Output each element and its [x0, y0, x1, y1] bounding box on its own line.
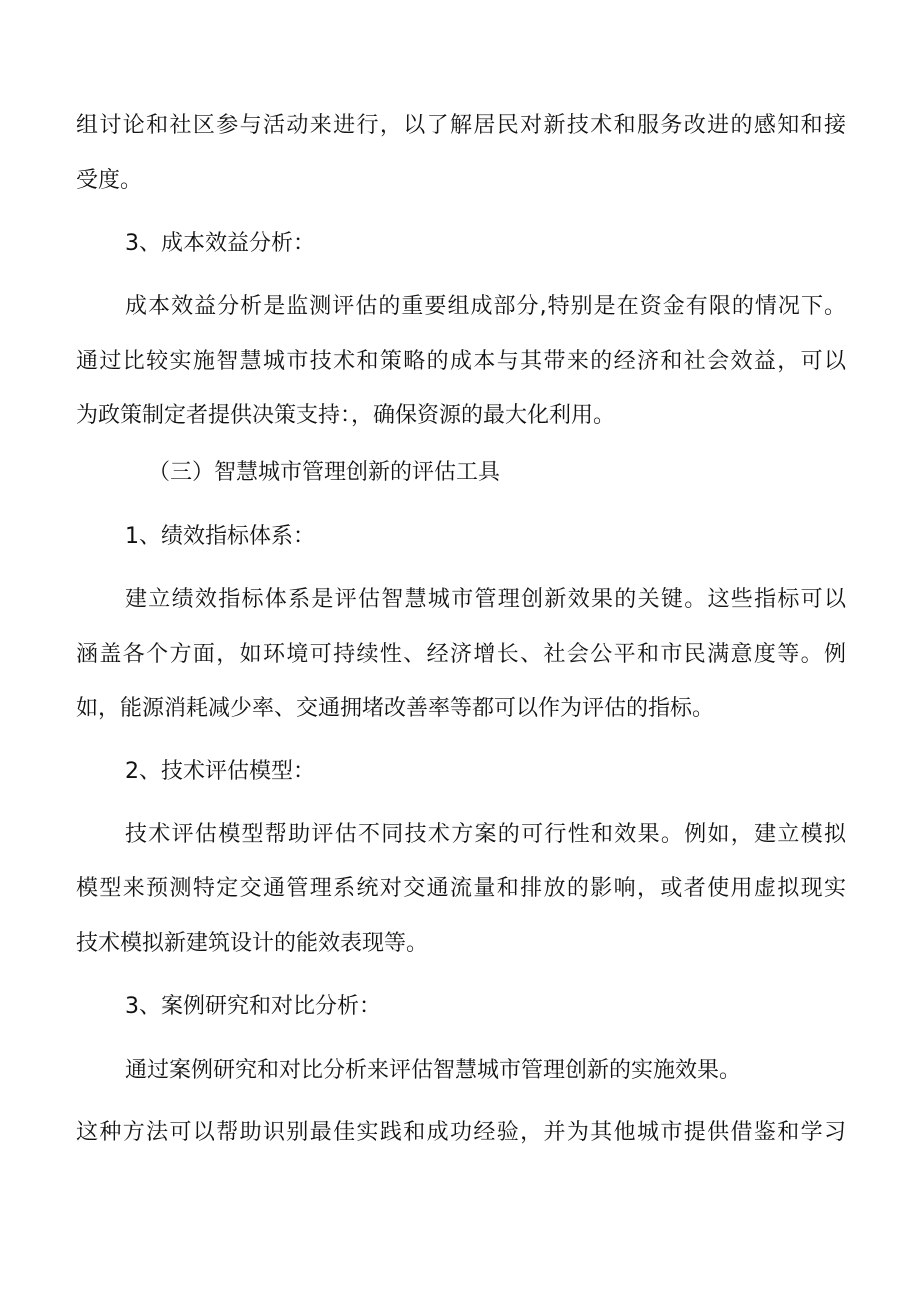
paragraph-line: 组讨论和社区参与活动来进行，以了解居民对新技术和服务改进的感知和接	[76, 113, 846, 138]
paragraph-line: 受度。	[76, 168, 143, 193]
paragraph-line: 为政策制定者提供决策支持：，确保资源的最大化利用。	[76, 403, 616, 428]
heading-technology-models: 2、技术评估模型：	[125, 759, 315, 784]
paragraph-line: 技术评估模型帮助评估不同技术方案的可行性和效果。例如，建立模拟	[125, 822, 846, 847]
paragraph-line: 成本效益分析是监测评估的重要组成部分,特别是在资金有限的情况下。	[125, 294, 846, 319]
paragraph-line: 这种方法可以帮助识别最佳实践和成功经验，并为其他城市提供借鉴和学习	[76, 1120, 846, 1145]
heading-cost-benefit: 3、成本效益分析：	[125, 231, 315, 256]
paragraph-line: 如，能源消耗减少率、交通拥堵改善率等都可以作为评估的指标。	[76, 696, 715, 721]
paragraph-line: 建立绩效指标体系是评估智慧城市管理创新效果的关键。这些指标可以	[125, 587, 846, 612]
paragraph-line: 涵盖各个方面，如环境可持续性、经济增长、社会公平和市民满意度等。例	[76, 642, 846, 667]
section-heading: （三）智慧城市管理创新的评估工具	[148, 460, 501, 485]
paragraph-line: 技术模拟新建筑设计的能效表现等。	[76, 931, 429, 956]
heading-performance-indicators: 1、绩效指标体系：	[125, 524, 315, 549]
paragraph-line: 通过比较实施智慧城市技术和策略的成本与其带来的经济和社会效益，可以	[76, 349, 846, 374]
heading-case-studies: 3、案例研究和对比分析：	[125, 994, 381, 1019]
paragraph-line: 模型来预测特定交通管理系统对交通流量和排放的影响，或者使用虚拟现实	[76, 876, 846, 901]
paragraph-line: 通过案例研究和对比分析来评估智慧城市管理创新的实施效果。	[125, 1058, 742, 1083]
